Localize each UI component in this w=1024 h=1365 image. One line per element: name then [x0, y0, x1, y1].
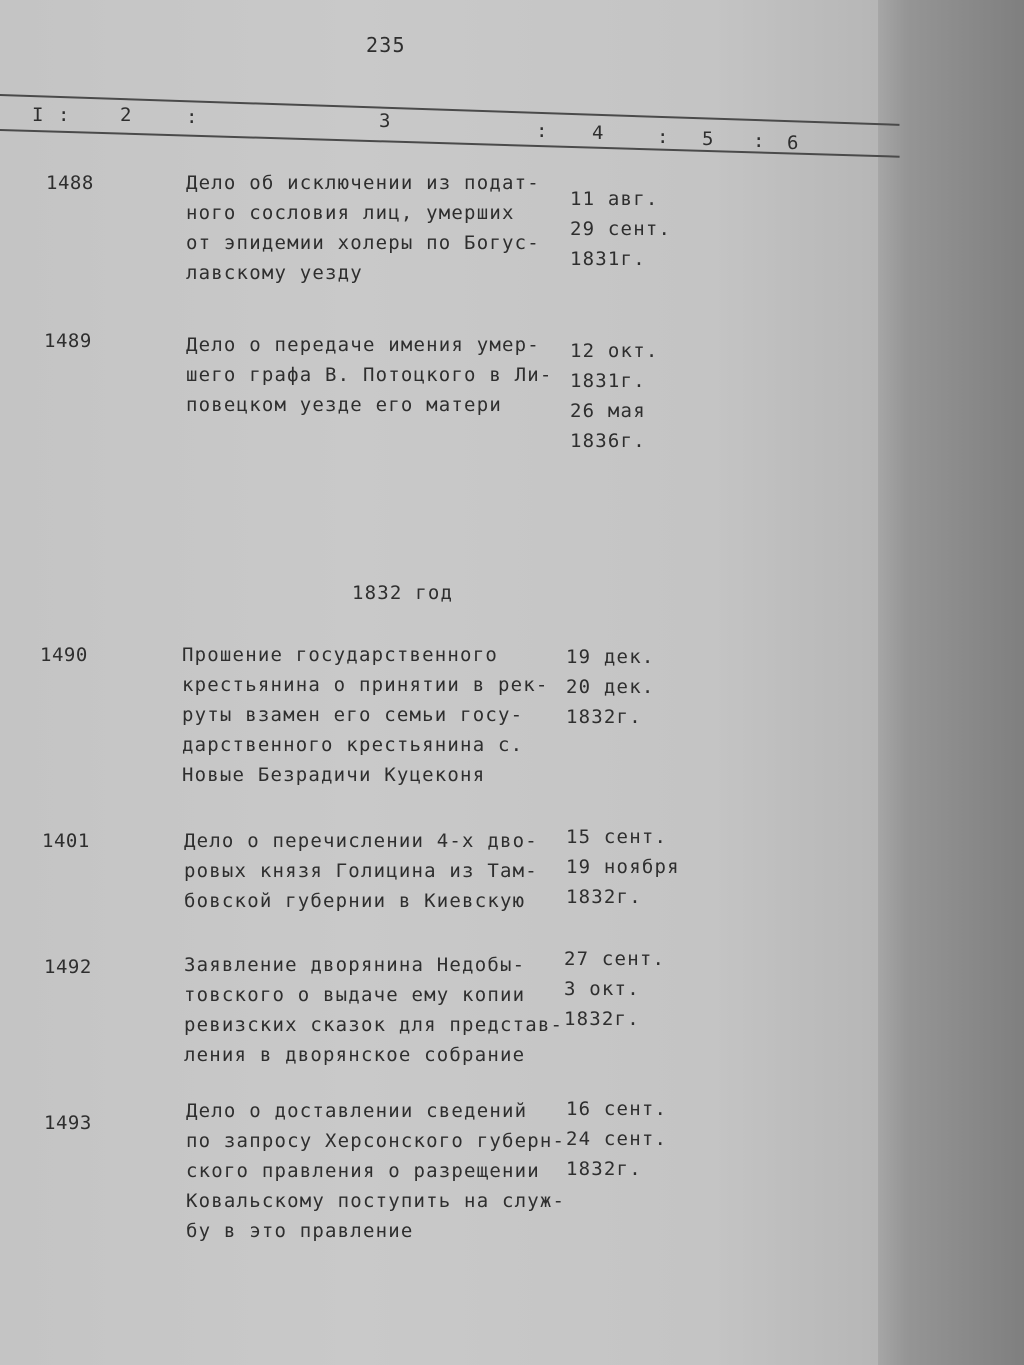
description-line: товского о выдаче ему копии — [184, 984, 526, 1006]
description-line: Дело об исключении из подат- — [186, 172, 540, 194]
column-separator: : — [186, 106, 199, 128]
column-header-6: 6 — [787, 132, 800, 154]
date-line: 20 дек. — [566, 676, 655, 698]
page-edge-shadow — [878, 0, 1024, 1365]
date-line: 19 ноября — [566, 856, 680, 878]
column-separator: : — [536, 120, 549, 142]
date-line: 1836г. — [570, 430, 646, 452]
date-line: 1832г. — [564, 1008, 640, 1030]
date-line: 3 окт. — [564, 978, 640, 1000]
description-line: Дело о доставлении сведений — [186, 1100, 528, 1122]
entry-dates — [566, 642, 654, 732]
entry-number: 1401 — [42, 830, 90, 852]
date-line: 1831г. — [570, 248, 646, 270]
entry-dates — [566, 1094, 667, 1184]
description-line: по запросу Херсонского губерн- — [186, 1130, 566, 1152]
entry-description — [184, 826, 538, 916]
description-line: бовской губернии в Киевскую — [184, 890, 526, 912]
description-line: крестьянина о принятии в рек- — [182, 674, 549, 696]
entry-description — [186, 1096, 565, 1246]
entry-description — [186, 168, 540, 288]
description-line: руты взамен его семьи госу- — [182, 704, 524, 726]
column-header-3: 3 — [379, 110, 392, 132]
column-separator: : — [753, 130, 766, 152]
section-heading-year: 1832 год — [352, 582, 454, 604]
description-line: бу в это правление — [186, 1220, 414, 1242]
description-line: ления в дворянское собрание — [184, 1044, 526, 1066]
date-line: 19 дек. — [566, 646, 655, 668]
date-line: 11 авг. — [570, 188, 659, 210]
date-line: 1832г. — [566, 706, 642, 728]
description-line: Дело о перечислении 4-х дво- — [184, 830, 538, 852]
entry-dates — [564, 944, 665, 1034]
column-header-2: 2 — [120, 104, 133, 126]
column-separator: : — [657, 126, 670, 148]
description-line: ного сословия лиц, умерших — [186, 202, 515, 224]
column-header-4: 4 — [592, 122, 605, 144]
date-line: 1832г. — [566, 1158, 642, 1180]
entry-dates — [570, 184, 671, 274]
date-line: 27 сент. — [564, 948, 666, 970]
description-line: от эпидемии холеры по Богус- — [186, 232, 540, 254]
description-line: повецком уезде его матери — [186, 394, 502, 416]
description-line: дарственного крестьянина с. — [182, 734, 524, 756]
description-line: Ковальскому поступить на служ- — [186, 1190, 566, 1212]
entry-number: 1488 — [46, 172, 94, 194]
description-line: ровых князя Голицина из Там- — [184, 860, 538, 882]
description-line: Прошение государственного — [182, 644, 498, 666]
date-line: 29 сент. — [570, 218, 672, 240]
description-line: Новые Безрадичи Куцеконя — [182, 764, 486, 786]
entry-description — [186, 330, 553, 420]
description-line: Дело о передаче имения умер- — [186, 334, 540, 356]
entry-dates — [570, 336, 658, 456]
entry-description — [184, 950, 563, 1070]
column-separator: : — [58, 104, 71, 126]
entry-number: 1489 — [44, 330, 92, 352]
date-line: 26 мая — [570, 400, 646, 422]
date-line: 16 сент. — [566, 1098, 668, 1120]
column-header-5: 5 — [702, 128, 715, 150]
page-number: 235 — [366, 33, 406, 57]
description-line: ского правления о разрещении — [186, 1160, 540, 1182]
date-line: 1831г. — [570, 370, 646, 392]
entry-number: 1493 — [44, 1112, 92, 1134]
date-line: 24 сент. — [566, 1128, 668, 1150]
entry-dates — [566, 822, 680, 912]
description-line: ревизских сказок для представ- — [184, 1014, 564, 1036]
description-line: Заявление дворянина Недобы- — [184, 954, 526, 976]
description-line: шего графа В. Потоцкого в Ли- — [186, 364, 553, 386]
entry-description — [182, 640, 549, 790]
date-line: 1832г. — [566, 886, 642, 908]
entry-number: 1492 — [44, 956, 92, 978]
entry-number: 1490 — [40, 644, 88, 666]
description-line: лавскому уезду — [186, 262, 363, 284]
date-line: 15 сент. — [566, 826, 668, 848]
column-header-1: I — [32, 104, 45, 126]
date-line: 12 окт. — [570, 340, 659, 362]
